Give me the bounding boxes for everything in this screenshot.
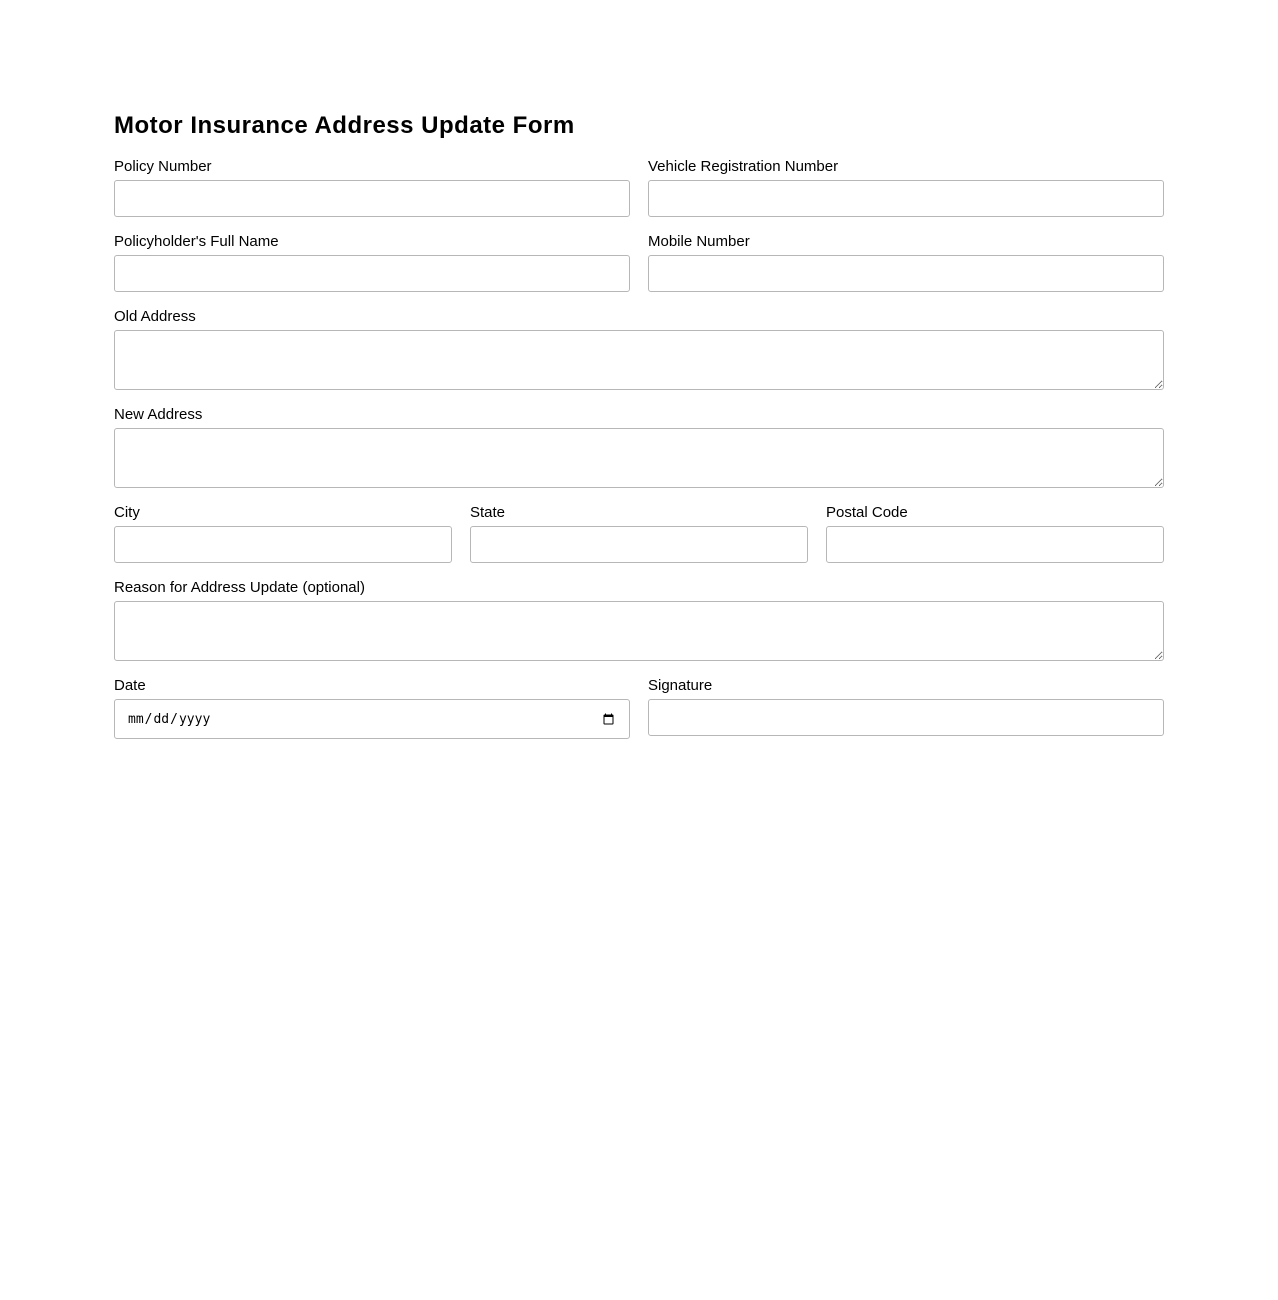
policy-number-label: Policy Number	[114, 158, 212, 175]
row-city-state-postal	[114, 503, 1164, 563]
field-city	[114, 503, 452, 563]
city-input[interactable]	[114, 526, 452, 563]
new-address-textarea[interactable]	[114, 428, 1164, 488]
field-mobile-number	[648, 232, 1164, 292]
field-date	[114, 676, 630, 739]
mobile-number-label: Mobile Number	[648, 233, 750, 250]
vehicle-registration-label: Vehicle Registration Number	[648, 158, 839, 175]
reason-textarea[interactable]	[114, 601, 1164, 661]
signature-label: Signature	[648, 677, 713, 694]
mobile-number-input[interactable]	[648, 255, 1164, 292]
old-address-textarea[interactable]	[114, 330, 1164, 390]
state-input[interactable]	[470, 526, 808, 563]
row-reason	[114, 578, 1164, 661]
field-postal-code	[826, 503, 1164, 563]
row-name-mobile	[114, 232, 1164, 292]
field-new-address	[114, 405, 1164, 488]
row-date-signature	[114, 676, 1164, 739]
field-policy-number	[114, 157, 630, 217]
row-policy-vehicle	[114, 157, 1164, 217]
row-new-address	[114, 405, 1164, 488]
signature-input[interactable]	[648, 699, 1164, 736]
old-address-label: Old Address	[114, 308, 196, 325]
new-address-label: New Address	[114, 406, 203, 423]
field-full-name	[114, 232, 630, 292]
field-state	[470, 503, 808, 563]
vehicle-registration-input[interactable]	[648, 180, 1164, 217]
page-title: Motor Insurance Address Update Form	[114, 112, 575, 139]
state-label: State	[470, 504, 506, 521]
postal-code-label: Postal Code	[826, 504, 908, 521]
reason-label: Reason for Address Update (optional)	[114, 579, 365, 596]
field-reason	[114, 578, 1164, 661]
policy-number-input[interactable]	[114, 180, 630, 217]
date-input[interactable]	[114, 699, 630, 739]
field-signature	[648, 676, 1164, 739]
field-vehicle-registration	[648, 157, 1164, 217]
date-label: Date	[114, 677, 146, 694]
postal-code-input[interactable]	[826, 526, 1164, 563]
address-update-form	[114, 108, 1164, 739]
row-old-address	[114, 307, 1164, 390]
field-old-address	[114, 307, 1164, 390]
full-name-label: Policyholder's Full Name	[114, 233, 279, 250]
city-label: City	[114, 504, 140, 521]
full-name-input[interactable]	[114, 255, 630, 292]
